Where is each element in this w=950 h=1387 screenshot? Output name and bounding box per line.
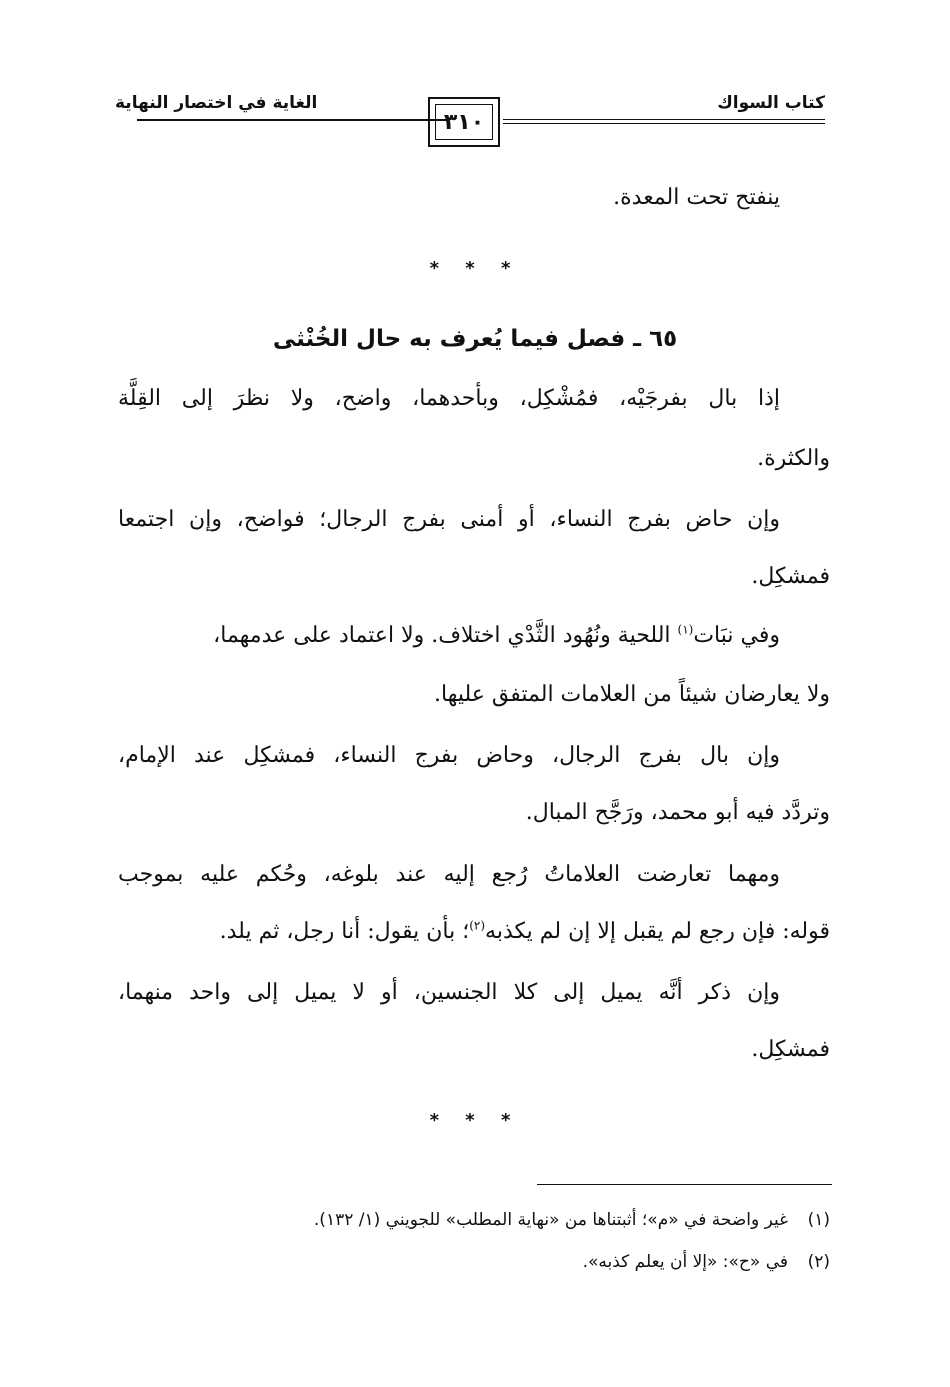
footnote-1-number: (١) xyxy=(807,1210,830,1230)
footnote-separator xyxy=(537,1184,832,1185)
footnote-ref-1: (١) xyxy=(677,622,694,637)
section-heading: ٦٥ ـ فصل فيما يُعرف به حال الخُنْثى xyxy=(272,326,678,352)
paragraph-2-line-2: فمشكِل. xyxy=(751,564,830,589)
header-rule-right xyxy=(503,119,825,124)
paragraph-3-text-a: وفي نبَات xyxy=(693,623,780,648)
footnote-2-text: في «ح»: «إلا أن يعلم كذبه». xyxy=(582,1252,788,1272)
header-rule-left xyxy=(137,119,447,121)
paragraph-6-line-1: وإن ذكر أنَّه يميل إلى كلا الجنسين، أو لا يميل إلى واحد منهما، xyxy=(118,980,780,1005)
footnote-2-number: (٢) xyxy=(807,1252,830,1272)
page-number: ٣١٠ xyxy=(435,104,493,140)
paragraph-1-line-1: إذا بال بفرجَيْه، فمُشْكِل، وبأحدهما، واضح، ولا نظرَ إلى القِلَّة xyxy=(118,386,780,411)
paragraph-4-line-1: وإن بال بفرج الرجال، وحاض بفرج النساء، فمشكِل عند الإمام، xyxy=(118,743,780,768)
paragraph-2-line-1: وإن حاض بفرج النساء، أو أمنى بفرج الرجال؛ فواضح، وإن اجتمعا xyxy=(118,507,781,532)
page-number-frame xyxy=(428,97,500,147)
text-line: ينفتح تحت المعدة. xyxy=(613,185,780,210)
paragraph-4-line-2: وتردَّد فيه أبو محمد، ورَجَّح المبال. xyxy=(525,800,830,825)
paragraph-5-line-2 xyxy=(118,917,830,947)
footnote-2 xyxy=(583,1252,830,1272)
paragraph-5-text-b: ؛ بأن يقول: أنا رجل، ثم يلد. xyxy=(219,919,470,944)
running-header-book-title: الغاية في اختصار النهاية xyxy=(115,93,318,113)
paragraph-3-line-1 xyxy=(118,621,780,651)
paragraph-5-text-a: قوله: فإن رجع لم يقبل إلا إن لم يكذبه xyxy=(485,919,830,944)
paragraph-6-line-2: فمشكِل. xyxy=(751,1037,830,1062)
paragraph-1-line-2: والكثرة. xyxy=(757,446,830,471)
paragraph-3-line-2: ولا يعارضان شيئاً من العلامات المتفق عليها. xyxy=(434,682,830,707)
footnote-1 xyxy=(314,1210,830,1230)
section-divider-stars: * * * xyxy=(429,258,521,279)
end-divider-stars: * * * xyxy=(429,1110,521,1131)
running-header-chapter: كتاب السواك xyxy=(717,93,825,113)
paragraph-5-line-1: ومهما تعارضت العلاماتُ رُجع إليه عند بلوغه، وحُكم عليه بموجب xyxy=(118,862,780,887)
footnote-ref-2: (٢) xyxy=(469,918,486,933)
footnote-1-text: غير واضحة في «م»؛ أثبتناها من «نهاية المطلب» للجويني (١/ ١٣٢). xyxy=(313,1210,788,1230)
paragraph-3-text-b: اللحية ونُهُود الثَّدْي اختلاف. ولا اعتماد على عدمهما، xyxy=(213,623,678,648)
